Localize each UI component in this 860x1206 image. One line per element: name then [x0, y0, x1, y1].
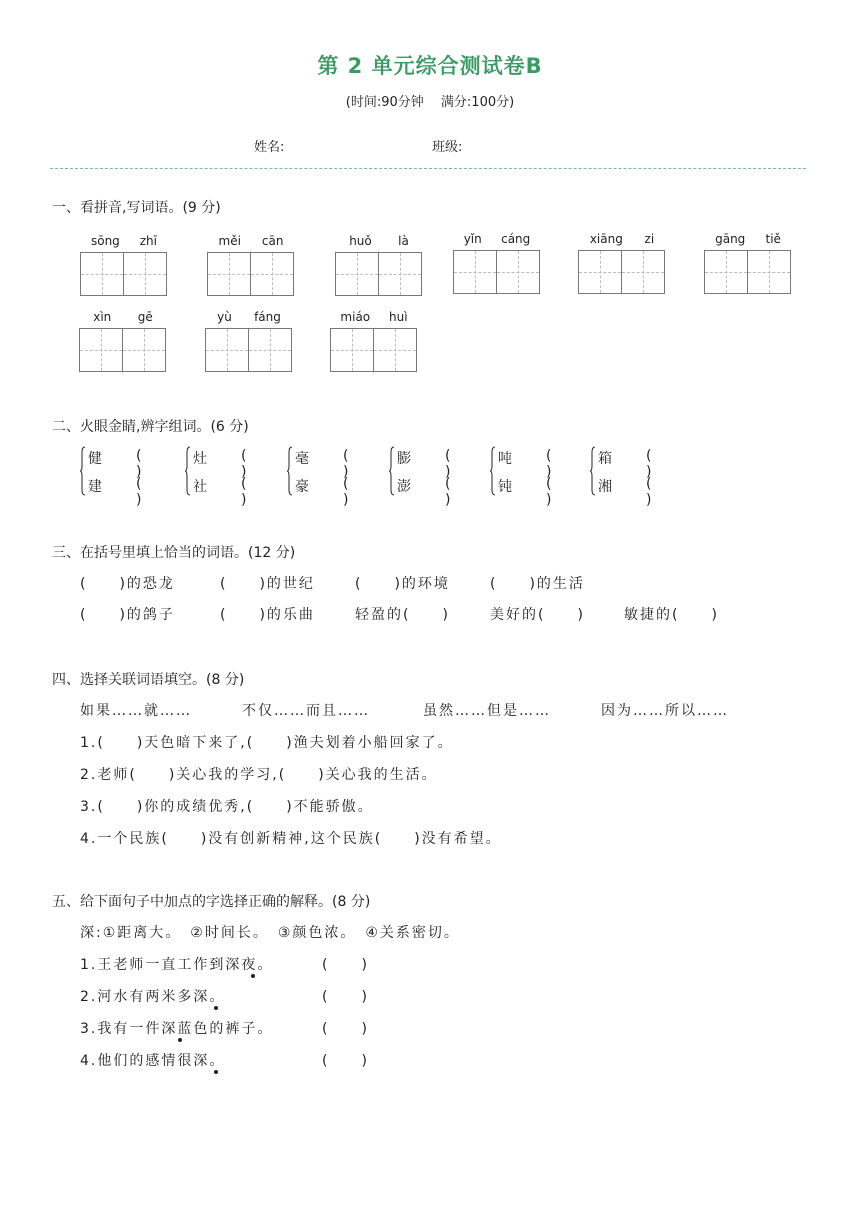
class-label: 班级: — [432, 140, 463, 155]
char: 健 — [88, 451, 102, 467]
section3-heading: 三、在括号里填上恰当的词语。(12 分) — [52, 545, 296, 561]
pinyin-label: yǐn cáng — [463, 232, 531, 246]
answer-blank[interactable]: () — [136, 476, 142, 508]
char: 钝 — [498, 479, 512, 495]
answer-blank[interactable]: () — [241, 448, 247, 480]
answer-blank[interactable]: ( ) — [322, 1053, 369, 1069]
pinyin-label: xìn gē — [93, 310, 153, 324]
pinyin-label: měi cān — [218, 234, 284, 248]
section4-heading: 四、选择关联词语填空。(8 分) — [52, 672, 245, 688]
question-item: 4.他们的感情很深。 — [80, 1053, 226, 1069]
writing-grid[interactable] — [330, 328, 417, 372]
fill-phrase[interactable]: ( )的生活 — [490, 576, 585, 592]
pinyin-label: sōng zhī — [90, 234, 157, 248]
answer-blank[interactable]: () — [646, 448, 652, 480]
answer-blank[interactable]: () — [546, 448, 552, 480]
answer-blank[interactable]: () — [343, 476, 349, 508]
section2-heading: 二、火眼金睛,辨字组词。(6 分) — [52, 419, 249, 435]
pinyin-label: gāng tiě — [715, 232, 781, 246]
emphasis-dot — [214, 1070, 218, 1074]
question-item: 2.河水有两米多深。 — [80, 989, 226, 1005]
pinyin-label: xiāng zi — [589, 232, 655, 246]
writing-grid[interactable] — [578, 250, 665, 294]
pinyin-label: miáo huì — [340, 310, 408, 324]
answer-blank[interactable]: () — [646, 476, 652, 508]
brace-icon — [185, 446, 191, 496]
writing-grid[interactable] — [207, 252, 294, 296]
brace-icon — [389, 446, 395, 496]
header-divider — [50, 168, 806, 169]
section1-heading: 一、看拼音,写词语。(9 分) — [52, 200, 221, 216]
question-item[interactable]: 4.一个民族( )没有创新精神,这个民族( )没有希望。 — [80, 831, 502, 847]
page-title: 第 2 单元综合测试卷B — [317, 54, 543, 78]
conjunction-option: 虽然……但是…… — [423, 703, 551, 719]
brace-icon — [590, 446, 596, 496]
fill-phrase[interactable]: 敏捷的( ) — [624, 607, 719, 623]
conjunction-option: 如果……就…… — [80, 703, 192, 719]
char: 社 — [193, 479, 207, 495]
emphasis-dot — [251, 974, 255, 978]
answer-blank[interactable]: () — [445, 448, 451, 480]
fill-phrase[interactable]: ( )的环境 — [355, 576, 450, 592]
char: 吨 — [498, 451, 512, 467]
char: 膨 — [397, 451, 411, 467]
writing-grid[interactable] — [453, 250, 540, 294]
fill-phrase[interactable]: ( )的世纪 — [220, 576, 315, 592]
char: 毫 — [295, 451, 309, 467]
writing-grid[interactable] — [205, 328, 292, 372]
answer-blank[interactable]: ( ) — [322, 1021, 369, 1037]
writing-grid[interactable] — [79, 328, 166, 372]
pinyin-label: yù fáng — [217, 310, 281, 324]
answer-blank[interactable]: ( ) — [322, 989, 369, 1005]
char: 澎 — [397, 479, 411, 495]
answer-blank[interactable]: () — [546, 476, 552, 508]
answer-blank[interactable]: ( ) — [322, 957, 369, 973]
conjunction-option: 不仅……而且…… — [242, 703, 370, 719]
char: 建 — [88, 479, 102, 495]
fill-phrase[interactable]: 美好的( ) — [490, 607, 585, 623]
name-label: 姓名: — [254, 140, 285, 155]
question-item[interactable]: 2.老师( )关心我的学习,( )关心我的生活。 — [80, 767, 438, 783]
char: 灶 — [193, 451, 207, 467]
exam-info: (时间:90分钟 满分:100分) — [345, 95, 515, 110]
answer-blank[interactable]: () — [241, 476, 247, 508]
fill-phrase[interactable]: ( )的恐龙 — [80, 576, 175, 592]
question-item: 3.我有一件深蓝色的裤子。 — [80, 1021, 274, 1037]
brace-icon — [490, 446, 496, 496]
fill-phrase[interactable]: 轻盈的( ) — [355, 607, 450, 623]
question-item[interactable]: 1.( )天色暗下来了,( )渔夫划着小船回家了。 — [80, 735, 454, 751]
emphasis-dot — [178, 1038, 182, 1042]
char: 箱 — [598, 451, 612, 467]
emphasis-dot — [214, 1006, 218, 1010]
writing-grid[interactable] — [335, 252, 422, 296]
brace-icon — [80, 446, 86, 496]
conjunction-option: 因为……所以…… — [601, 703, 729, 719]
pinyin-label: huǒ là — [349, 234, 409, 248]
char: 湘 — [598, 479, 612, 495]
answer-blank[interactable]: () — [343, 448, 349, 480]
char: 豪 — [295, 479, 309, 495]
answer-blank[interactable]: () — [136, 448, 142, 480]
question-item: 1.王老师一直工作到深夜。 — [80, 957, 274, 973]
question-item[interactable]: 3.( )你的成绩优秀,( )不能骄傲。 — [80, 799, 374, 815]
fill-phrase[interactable]: ( )的鸽子 — [80, 607, 175, 623]
brace-icon — [287, 446, 293, 496]
section5-heading: 五、给下面句子中加点的字选择正确的解释。(8 分) — [52, 894, 371, 910]
writing-grid[interactable] — [704, 250, 791, 294]
writing-grid[interactable] — [80, 252, 167, 296]
answer-blank[interactable]: () — [445, 476, 451, 508]
definition-list: 深:①距离大。 ②时间长。 ③颜色浓。 ④关系密切。 — [80, 925, 460, 941]
fill-phrase[interactable]: ( )的乐曲 — [220, 607, 315, 623]
